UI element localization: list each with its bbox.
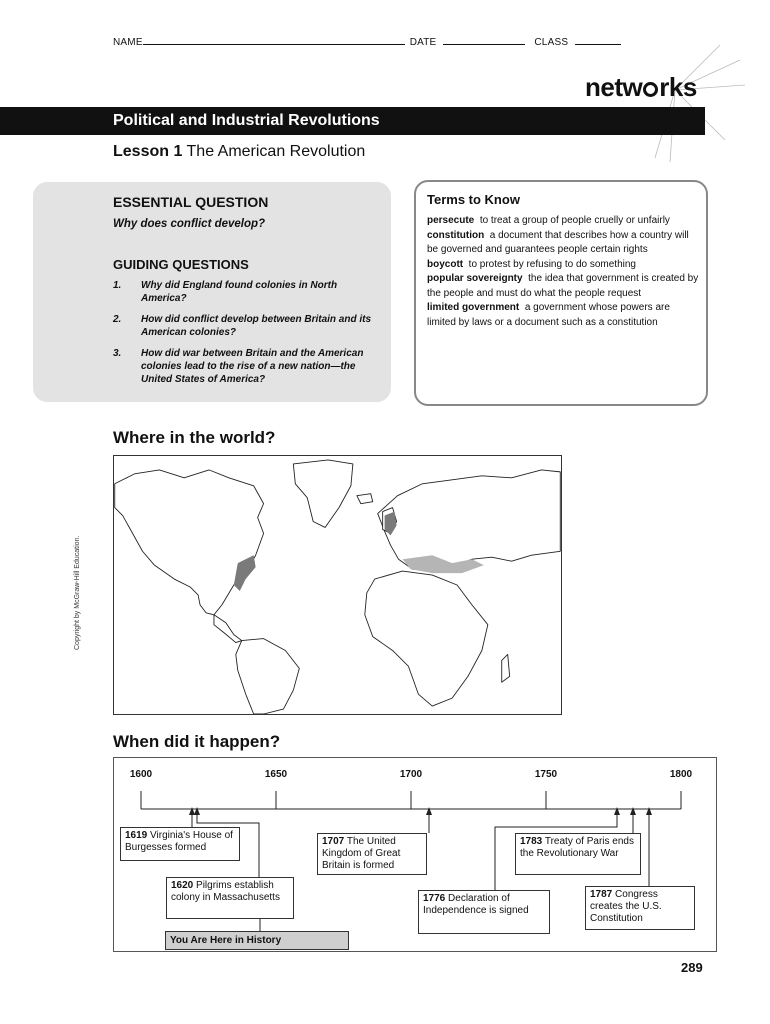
lesson-number: Lesson 1: [113, 143, 183, 160]
event-year: 1776: [423, 893, 446, 904]
class-label: CLASS: [534, 37, 569, 48]
question-number: 1.: [113, 280, 122, 291]
guiding-questions-heading: GUIDING QUESTIONS: [113, 257, 249, 272]
question-text: How did conflict develop between Britain and its American colonies?: [141, 314, 372, 338]
name-label: NAME: [113, 37, 143, 48]
world-map: [113, 455, 562, 715]
timeline-event: [120, 827, 240, 861]
term-word: limited government: [427, 302, 520, 313]
term-entry: [427, 301, 699, 330]
guiding-question: [113, 313, 385, 339]
term-definition: a document that describes how a country will be governed and guarantees people certain rights: [427, 229, 689, 255]
event-year: 1783: [520, 836, 543, 847]
term-word: boycott: [427, 258, 464, 270]
logo-o-icon: [643, 82, 658, 97]
student-info-line: [113, 35, 621, 48]
map-heading: Where in the world?: [113, 428, 276, 447]
timeline-event: [418, 890, 550, 934]
question-text: How did war between Britain and the American colonies lead to the rise of a new nation—the United States of America?: [141, 348, 364, 385]
copyright-note: Copyright by McGraw-Hill Education.: [74, 535, 81, 650]
lesson-name: The American Revolution: [186, 143, 366, 160]
networks-logo: [585, 72, 697, 103]
chapter-title: Political and Industrial Revolutions: [113, 112, 380, 129]
arrow-1787: [646, 807, 652, 815]
essential-question: Why does conflict develop?: [113, 218, 266, 230]
arrow-1707: [426, 807, 432, 815]
page-number: 289: [681, 960, 703, 975]
question-number: 3.: [113, 348, 122, 359]
timeline-event: [585, 886, 695, 930]
timeline-event: [166, 877, 294, 919]
terms-heading: Terms to Know: [427, 192, 520, 207]
term-word: persecute: [427, 215, 475, 226]
lesson-title: [113, 143, 365, 161]
term-word: popular sovereignty: [427, 273, 523, 284]
date-label: DATE: [409, 37, 437, 48]
term-definition: a government whose powers are limited by laws or a document such as a constitution: [427, 302, 670, 328]
term-definition: the idea that government is created by the people and must do what the people request: [427, 273, 699, 299]
term-entry: [427, 258, 699, 273]
timeline-year-label: 1700: [399, 769, 423, 780]
term-definition: to treat a group of people cruelly or unfairly: [479, 215, 670, 226]
arrow-1776: [614, 807, 620, 815]
term-definition: to protest by refusing to do something: [468, 258, 636, 270]
term-entry: [427, 272, 699, 301]
timeline-year-label: 1650: [264, 769, 288, 780]
event-year: 1707: [322, 836, 345, 847]
guiding-questions-list: [113, 279, 385, 394]
event-text: Declaration of Independence is signed: [423, 893, 529, 916]
date-blank[interactable]: [443, 35, 525, 45]
timeline-heading: When did it happen?: [113, 732, 281, 751]
term-entry: [427, 229, 699, 258]
question-number: 2.: [113, 314, 122, 325]
timeline-year-label: 1600: [129, 769, 153, 780]
timeline-event: [515, 833, 641, 875]
event-text: The United Kingdom of Great Britain is formed: [322, 836, 401, 871]
logo-text-right: rks: [659, 72, 697, 102]
question-text: Why did England found colonies in North America?: [141, 280, 338, 304]
guiding-question: [113, 279, 385, 305]
terms-list: [427, 214, 699, 330]
event-year: 1619: [125, 830, 148, 841]
you-are-here-label: You Are Here in History: [165, 931, 349, 950]
event-year: 1620: [171, 880, 194, 891]
timeline-event: [317, 833, 427, 875]
event-text: Congress creates the U.S. Constitution: [590, 889, 662, 924]
arrow-1783: [630, 807, 636, 815]
event-text: Virginia's House of Burgesses formed: [125, 830, 233, 853]
name-blank[interactable]: [143, 35, 405, 45]
term-word: constitution: [427, 229, 485, 241]
event-text: Treaty of Paris ends the Revolutionary War: [520, 836, 634, 859]
arrow-1620: [194, 807, 200, 815]
timeline-year-label: 1800: [669, 769, 693, 780]
event-text: Pilgrims establish colony in Massachusetts: [171, 880, 280, 903]
timeline-year-label: 1750: [534, 769, 558, 780]
term-entry: [427, 214, 699, 229]
essential-question-heading: ESSENTIAL QUESTION: [113, 194, 269, 210]
arrow-1619: [189, 807, 195, 815]
guiding-question: [113, 347, 385, 386]
event-year: 1787: [590, 889, 613, 900]
logo-text-left: netw: [585, 72, 643, 102]
